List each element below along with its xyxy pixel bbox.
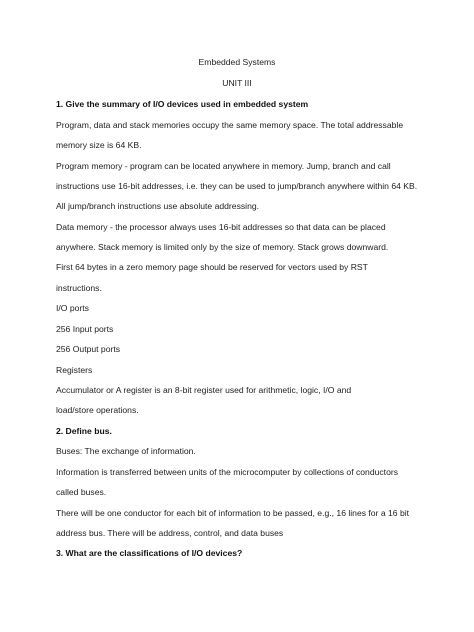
question-3-heading: 3. What are the classifications of I/O devices? (56, 548, 243, 558)
paragraph-line: 256 Input ports (56, 324, 114, 334)
paragraph-line: called buses. (56, 487, 107, 497)
paragraph-line: 256 Output ports (56, 344, 121, 354)
paragraph-line: anywhere. Stack memory is limited only by the size of memory. Stack grows downward. (56, 242, 389, 252)
paragraph-line: Program, data and stack memories occupy the same memory space. The total addressable (56, 120, 404, 130)
paragraph-line: memory size is 64 KB. (56, 140, 142, 150)
paragraph-line: Data memory - the processor always uses 16-bit addresses so that data can be placed (56, 222, 386, 232)
paragraph-line: There will be one conductor for each bit of information to be passed, e.g., 16 lines for a 16 bit (56, 508, 410, 518)
unit-heading: UNIT III (222, 78, 252, 88)
document-title: Embedded Systems (198, 57, 276, 67)
paragraph-line: instructions use 16-bit addresses, i.e. they can be used to jump/branch anywhere within 64 KB. (56, 181, 418, 191)
paragraph-line: I/O ports (56, 303, 89, 313)
paragraph-line: Accumulator or A register is an 8-bit register used for arithmetic, logic, I/O and (56, 385, 352, 395)
paragraph-line: Information is transferred between units of the microcomputer by collections of conductors (56, 467, 399, 477)
paragraph-line: First 64 bytes in a zero memory page should be reserved for vectors used by RST (56, 262, 368, 272)
question-1-heading: 1. Give the summary of I/O devices used in embedded system (56, 99, 309, 109)
question-2-heading: 2. Define bus. (56, 426, 112, 436)
paragraph-line: Program memory - program can be located anywhere in memory. Jump, branch and call (56, 161, 391, 171)
paragraph-line: instructions. (56, 283, 102, 293)
paragraph-line: Registers (56, 365, 93, 375)
paragraph-line: load/store operations. (56, 405, 139, 415)
paragraph-line: All jump/branch instructions use absolute addressing. (56, 201, 260, 211)
paragraph-line: Buses: The exchange of information. (56, 446, 196, 456)
paragraph-line: address bus. There will be address, control, and data buses (56, 528, 284, 538)
